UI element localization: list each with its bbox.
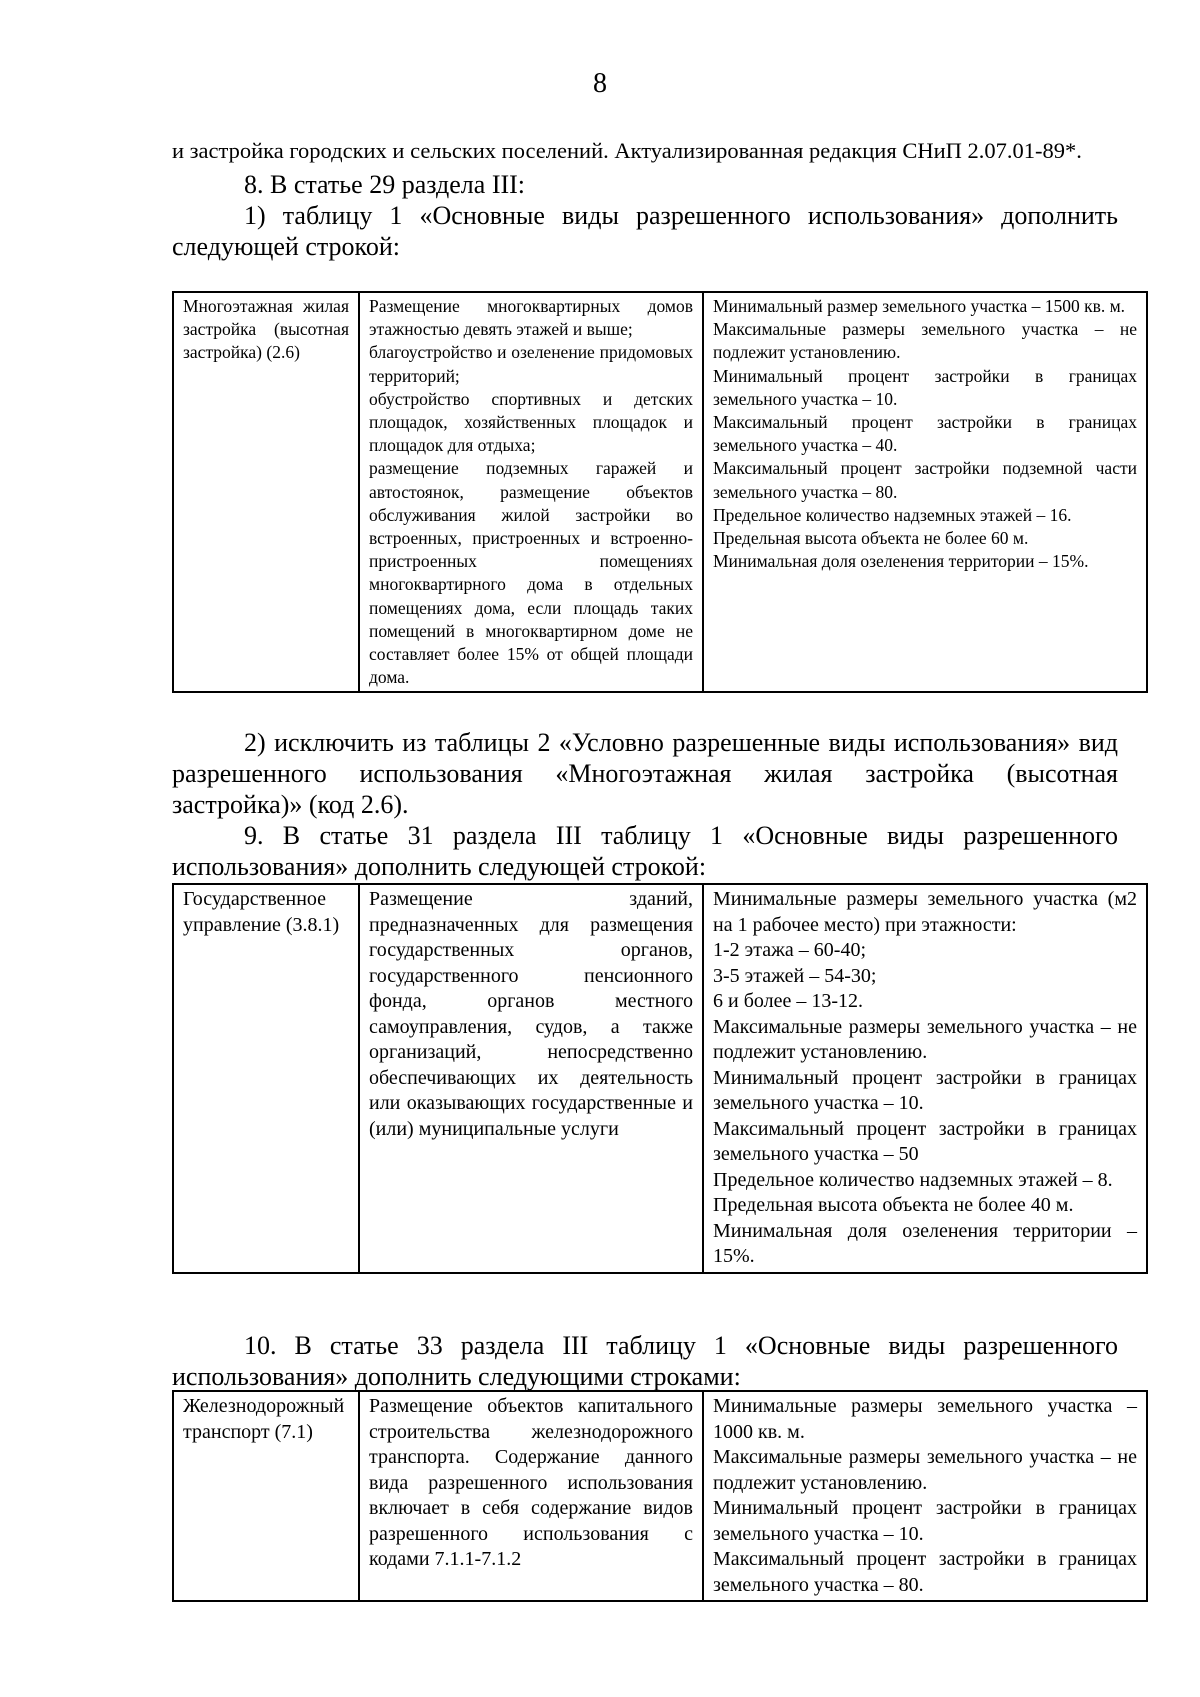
parameter-line: Предельное количество надземных этажей – 8. xyxy=(713,1168,1113,1191)
parameter-line: Максимальные размеры земельного участка – не подлежит установлению. xyxy=(713,1446,1137,1494)
intro-block xyxy=(172,137,1118,262)
description-line: обустройство спортивных и детских площадок, хозяйственных площадок и площадок для отдыха; xyxy=(369,388,693,456)
table-cell-parameters xyxy=(703,292,1147,692)
parameter-line: Минимальный процент застройки в границах земельного участка – 10. xyxy=(713,365,1137,409)
parameter-line: Минимальная доля озеленения территории – 15%. xyxy=(713,1219,1137,1267)
description-line: Размещение многоквартирных домов этажностью девять этажей и выше; xyxy=(369,296,693,340)
parameter-line: Максимальный процент застройки в границах земельного участка – 40. xyxy=(713,412,1137,456)
use-type-text: Многоэтажная жилая застройка (высотная застройка) (2.6) xyxy=(183,296,349,363)
item-10-paragraph: 10. В статье 33 раздела III таблицу 1 «Основные виды разрешенного использования» дополнить следующими строками: xyxy=(172,1331,1118,1391)
table-article-33 xyxy=(172,1390,1148,1602)
description-line: благоустройство и озеленение придомовых территорий; xyxy=(369,342,693,386)
parameter-line: Максимальный процент застройки в границах земельного участка – 80. xyxy=(713,1548,1137,1596)
parameter-line: Максимальный процент застройки подземной части земельного участка – 80. xyxy=(713,458,1137,502)
continuation-paragraph: и застройка городских и сельских поселений. Актуализированная редакция СНиП 2.07.01-89*. xyxy=(172,138,1082,163)
table-cell-description xyxy=(359,292,703,692)
table-cell-use-type xyxy=(173,884,359,1273)
parameter-line: Предельная высота объекта не более 40 м. xyxy=(713,1194,1074,1216)
table-cell-parameters xyxy=(703,1391,1147,1601)
description-line: размещение подземных гаражей и автостоянок, размещение объектов обслуживания жилой застройки во встроенных, пристроенных и встроенно-пристроенных помещениях многоквартирного дома в отдельных помещениях дома, если площадь таких помещений в многоквартирном доме не составляет более 15% от общей площади дома. xyxy=(369,458,693,688)
parameter-line: Минимальные размеры земельного участка (м2 на 1 рабочее место) при этажности: xyxy=(713,888,1137,936)
item-8-2-paragraph: 2) исключить из таблицы 2 «Условно разрешенные виды использования» вид разрешенного использования «Многоэтажная жилая застройка (высотная застройка)» (код 2.6). xyxy=(172,728,1118,819)
use-type-text: Государственное управление (3.8.1) xyxy=(183,888,340,936)
table-article-31 xyxy=(172,883,1148,1274)
description-line: Размещение объектов капитального строительства железнодорожного транспорта. Содержание данного вида разрешенного использования включает в себя содержание видов разрешенного использования с кодами 7.1.1-7.1.2 xyxy=(369,1395,693,1570)
parameter-line: 6 и более – 13-12. xyxy=(713,990,864,1012)
description-line: Размещение зданий, предназначенных для размещения государственных органов, государственного пенсионного фонда, органов местного самоуправления, судов, а также организаций, непосредственно обеспечивающих их деятельность или оказывающих государственные и (или) муниципальные услуги xyxy=(369,888,693,1140)
parameter-line: Минимальные размеры земельного участка – 1000 кв. м. xyxy=(713,1395,1137,1443)
parameter-line: Минимальный размер земельного участка – 1500 кв. м. xyxy=(713,296,1126,316)
table-cell-use-type xyxy=(173,1391,359,1601)
table-cell-parameters xyxy=(703,884,1147,1273)
table-article-29 xyxy=(172,291,1148,693)
parameter-line: 1-2 этажа – 60-40; xyxy=(713,939,867,961)
use-type-text: Железнодорожный транспорт (7.1) xyxy=(183,1395,345,1443)
item-9-paragraph: 9. В статье 31 раздела III таблицу 1 «Основные виды разрешенного использования» дополнить следующей строкой: xyxy=(172,821,1118,881)
parameter-line: Минимальный процент застройки в границах земельного участка – 10. xyxy=(713,1497,1137,1545)
parameter-line: Минимальная доля озеленения территории – 15%. xyxy=(713,551,1089,572)
table-cell-description xyxy=(359,1391,703,1601)
parameter-line: Минимальный процент застройки в границах земельного участка – 10. xyxy=(713,1066,1137,1114)
parameter-line: 3-5 этажей – 54-30; xyxy=(713,964,877,987)
item-8-1-paragraph: 1) таблицу 1 «Основные виды разрешенного использования» дополнить следующей строкой: xyxy=(172,201,1118,261)
table-cell-description xyxy=(359,884,703,1273)
parameter-line: Предельное количество надземных этажей – 16. xyxy=(713,504,1072,525)
item-8-heading: 8. В статье 29 раздела III: xyxy=(244,170,526,199)
item-10-block xyxy=(172,1330,1118,1392)
middle-block xyxy=(172,727,1118,882)
table-row xyxy=(173,1391,1147,1601)
parameter-line: Максимальные размеры земельного участка – не подлежит установлению. xyxy=(713,1015,1137,1063)
table-cell-use-type xyxy=(173,292,359,692)
table-row xyxy=(173,292,1147,692)
parameter-line: Максимальные размеры земельного участка – не подлежит установлению. xyxy=(713,319,1137,363)
table-row xyxy=(173,884,1147,1273)
page-number: 8 xyxy=(593,68,607,99)
parameter-line: Максимальный процент застройки в границах земельного участка – 50 xyxy=(713,1117,1137,1165)
parameter-line: Предельная высота объекта не более 60 м. xyxy=(713,528,1029,549)
